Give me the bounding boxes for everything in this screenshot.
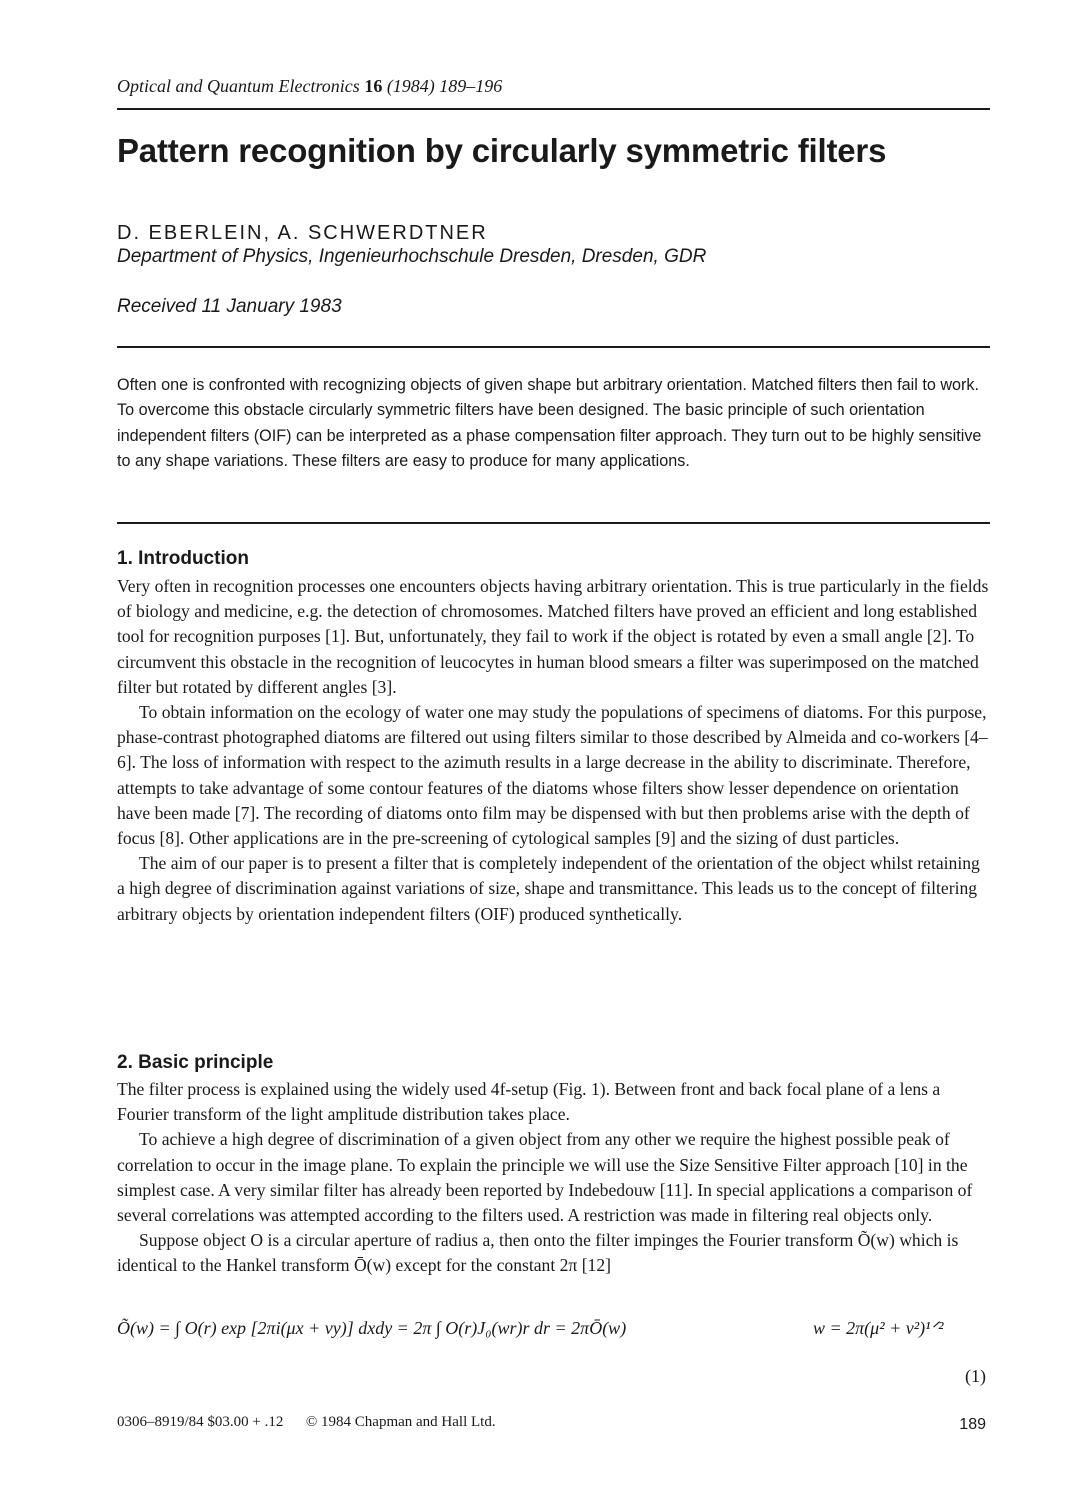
header-rule — [117, 108, 990, 110]
journal-volume: 16 — [364, 76, 383, 96]
equation-1 — [117, 1318, 990, 1339]
paragraph: Very often in recognition processes one encounters objects having arbitrary orientation. This is true particularly in the fields of biology and medicine, e.g. the detection of chromosomes. Matched filters have proved an efficient and long established tool for recognition purposes [1]. But, unfortunately, they fail to work if the object is rotated by even a small angle [2]. To circumvent this obstacle in the recognition of leucocytes in human blood smears a filter was superimposed on the matched filter but rotated by different angles [3]. — [117, 576, 989, 697]
received-date: Received 11 January 1983 — [117, 296, 342, 317]
paper-title: Pattern recognition by circularly symmetric filters — [117, 132, 887, 169]
paper-page — [117, 0, 990, 1486]
equation-side: w = 2π(μ² + ν²)¹ᐟ² — [813, 1318, 944, 1338]
page-number: 189 — [959, 1416, 986, 1433]
section-body-basic-principle — [117, 1077, 990, 1279]
abstract: Often one is confronted with recognizing objects of given shape but arbitrary orientation. Matched filters then fail to work. To overcome this obstacle circularly symmetric filters have been designed. The basic principle of such orientation independent filters (OIF) can be interpreted as a phase compensation filter approach. They turn out to be highly sensitive to any shape variations. These filters are easy to produce for many applications. — [117, 376, 982, 470]
paragraph: To obtain information on the ecology of water one may study the populations of specimens of diatoms. For this purpose, phase-contrast photographed diatoms are filtered out using filters similar to those described by Almeida and co-workers [4–6]. The loss of information with respect to the azimuth results in a large decrease in the ability to discriminate. Therefore, attempts to take advantage of some contour features of the diatoms whose filters show lesser dependence on orientation have been made [7]. The recording of diatoms onto film may be dispensed with but then problems arise with the depth of focus [8]. Other applications are in the pre-screening of cytological samples [9] and the sizing of dust particles. — [117, 702, 988, 849]
paragraph: Suppose object O is a circular aperture of radius a, then onto the filter impinges the Fourier transform Õ(w) which is identical to the Hankel transform Ō(w) except for the constant 2π [12] — [117, 1230, 959, 1276]
journal-name: Optical and Quantum Electronics — [117, 76, 360, 96]
footer-left — [117, 1414, 496, 1431]
authors: D. EBERLEIN, A. SCHWERDTNER — [117, 222, 488, 244]
paragraph: The filter process is explained using the widely used 4f-setup (Fig. 1). Between front and back focal plane of a lens a Fourier transform of the light amplitude distribution takes place. — [117, 1079, 941, 1125]
footer-copyright: © 1984 Chapman and Hall Ltd. — [305, 1414, 496, 1430]
section-body-introduction — [117, 574, 990, 927]
affiliation: Department of Physics, Ingenieurhochschule Dresden, Dresden, GDR — [117, 246, 707, 267]
section-heading-introduction: 1. Introduction — [117, 548, 249, 569]
equation-main: Õ(w) = ∫ O(r) exp [2πi(μx + νy)] dxdy = 2π ∫ O(r)J₀(wr)r dr = 2πŌ(w) — [117, 1318, 627, 1338]
abstract-bottom-rule — [117, 522, 990, 524]
footer-code: 0306–8919/84 $03.00 + .12 — [117, 1414, 284, 1430]
equation-number: (1) — [965, 1366, 986, 1386]
section-heading-basic-principle: 2. Basic principle — [117, 1052, 274, 1073]
journal-year-pages: (1984) 189–196 — [386, 76, 503, 96]
abstract-top-rule — [117, 346, 990, 348]
journal-citation — [117, 76, 502, 97]
paragraph: To achieve a high degree of discrimination of a given object from any other we require the highest possible peak of correlation to occur in the image plane. To explain the principle we will use the Size Sensitive Filter approach [10] in the simplest case. A very similar filter has already been reported by Indebedouw [11]. In special applications a comparison of several correlations was attempted according to the filters used. A restriction was made in filtering real objects only. — [117, 1129, 973, 1226]
paragraph: The aim of our paper is to present a filter that is completely independent of the orientation of the object whilst retaining a high degree of discrimination against variations of size, shape and transmittance. This leads us to the concept of filtering arbitrary objects by orientation independent filters (OIF) produced synthetically. — [117, 853, 980, 924]
